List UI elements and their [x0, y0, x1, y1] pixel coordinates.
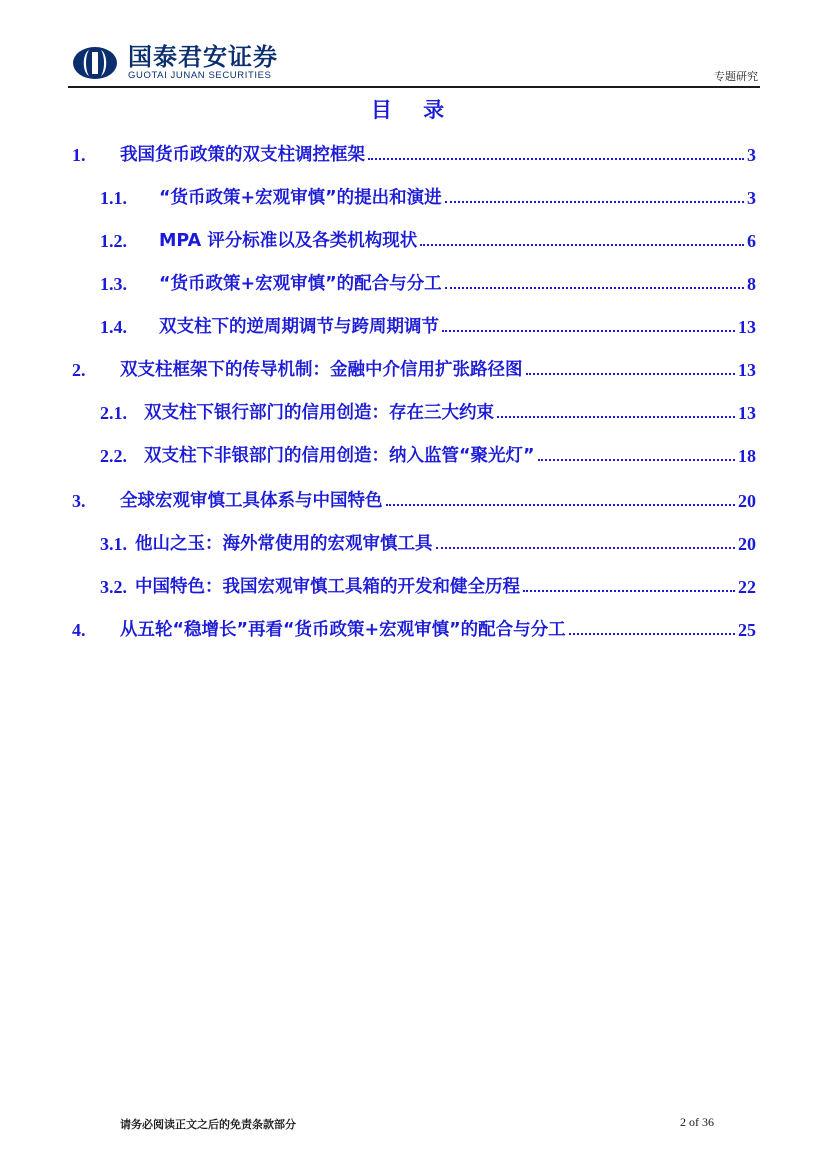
toc-leader-dots — [497, 416, 735, 418]
toc-entry-page: 20 — [738, 534, 756, 554]
company-name-en: GUOTAI JUNAN SECURITIES — [128, 70, 272, 81]
toc-leader-dots — [526, 373, 736, 375]
toc-entry-page: 18 — [738, 446, 756, 466]
toc-entry-label: 双支柱下银行部门的信用创造：存在三大约束 — [144, 403, 494, 423]
toc-leader-dots — [442, 330, 735, 332]
toc-entry-label: 他山之玉：海外常使用的宏观审慎工具 — [135, 534, 433, 554]
toc-leader-dots — [368, 158, 744, 160]
toc-entry-1-4[interactable] — [100, 312, 756, 338]
toc-entry-3-2[interactable] — [100, 572, 756, 598]
toc-leader-dots — [436, 547, 736, 549]
toc-entry-page: 8 — [747, 274, 756, 294]
toc-entry-3-1[interactable] — [100, 529, 756, 555]
toc-entry-label: 从五轮“稳增长”再看“货币政策+宏观审慎”的配合与分工 — [120, 620, 566, 640]
toc-entry-2-1[interactable] — [100, 398, 756, 424]
toc-entry-page: 3 — [747, 145, 756, 165]
toc-entry-2-2[interactable] — [100, 441, 756, 467]
company-name-cn: 国泰君安证券 — [128, 43, 278, 71]
toc-entry-page: 6 — [747, 231, 756, 251]
toc-entry-label: 双支柱框架下的传导机制：金融中介信用扩张路径图 — [120, 360, 523, 380]
toc-entry-label: 全球宏观审慎工具体系与中国特色 — [120, 491, 383, 511]
toc-entry-page: 13 — [738, 403, 756, 423]
toc-entry-number: 2.1. — [100, 403, 127, 423]
toc-entry-page: 3 — [747, 188, 756, 208]
header-divider — [68, 86, 760, 88]
report-type-tag: 专题研究 — [714, 70, 758, 83]
toc-entry-number: 1. — [72, 145, 86, 165]
toc-entry-number: 2.2. — [100, 446, 127, 466]
toc-entry-page: 22 — [738, 577, 756, 597]
footer-disclaimer: 请务必阅读正文之后的免责条款部分 — [120, 1118, 296, 1131]
toc-entry-3[interactable] — [72, 486, 756, 512]
page-number: 2 of 36 — [680, 1115, 714, 1129]
toc-entry-label: 双支柱下的逆周期调节与跨周期调节 — [159, 317, 439, 337]
toc-leader-dots — [386, 504, 736, 506]
toc-entry-number: 3. — [72, 491, 86, 511]
toc-entry-number: 1.2. — [100, 231, 127, 251]
toc-entry-number: 1.4. — [100, 317, 127, 337]
toc-entry-page: 13 — [738, 360, 756, 380]
toc-entry-1-2[interactable] — [100, 226, 756, 252]
toc-entry-label: “货币政策+宏观审慎”的提出和演进 — [159, 188, 442, 208]
toc-leader-dots — [523, 590, 735, 592]
page-header — [68, 38, 760, 86]
toc-entry-label: 双支柱下非银部门的信用创造：纳入监管“聚光灯” — [144, 446, 535, 466]
company-logo — [72, 44, 278, 81]
toc-title: 目 录 — [370, 98, 457, 122]
toc-entry-2[interactable] — [72, 355, 756, 381]
toc-entry-number: 3.2. — [100, 577, 127, 597]
toc-entry-page: 25 — [738, 620, 756, 640]
toc-entry-number: 4. — [72, 620, 86, 640]
toc-entry-page: 20 — [738, 491, 756, 511]
toc-entry-4[interactable] — [72, 615, 756, 641]
toc-leader-dots — [538, 459, 735, 461]
toc-entry-number: 1.1. — [100, 188, 127, 208]
toc-entry-1-3[interactable] — [100, 269, 756, 295]
toc-entry-number: 3.1. — [100, 534, 127, 554]
toc-entry-label: “货币政策+宏观审慎”的配合与分工 — [159, 274, 442, 294]
toc-leader-dots — [445, 201, 744, 203]
company-logo-icon — [72, 46, 118, 80]
toc-entry-number: 2. — [72, 360, 86, 380]
toc-leader-dots — [445, 287, 744, 289]
toc-entry-1[interactable] — [72, 140, 756, 166]
toc-entry-1-1[interactable] — [100, 183, 756, 209]
toc-leader-dots — [569, 633, 735, 635]
toc-entry-page: 13 — [738, 317, 756, 337]
toc-entry-label: 我国货币政策的双支柱调控框架 — [120, 145, 365, 165]
toc-entry-label: MPA 评分标准以及各类机构现状 — [159, 231, 418, 251]
toc-entry-label: 中国特色：我国宏观审慎工具箱的开发和健全历程 — [135, 577, 520, 597]
toc-entry-number: 1.3. — [100, 274, 127, 294]
toc-leader-dots — [420, 244, 744, 246]
